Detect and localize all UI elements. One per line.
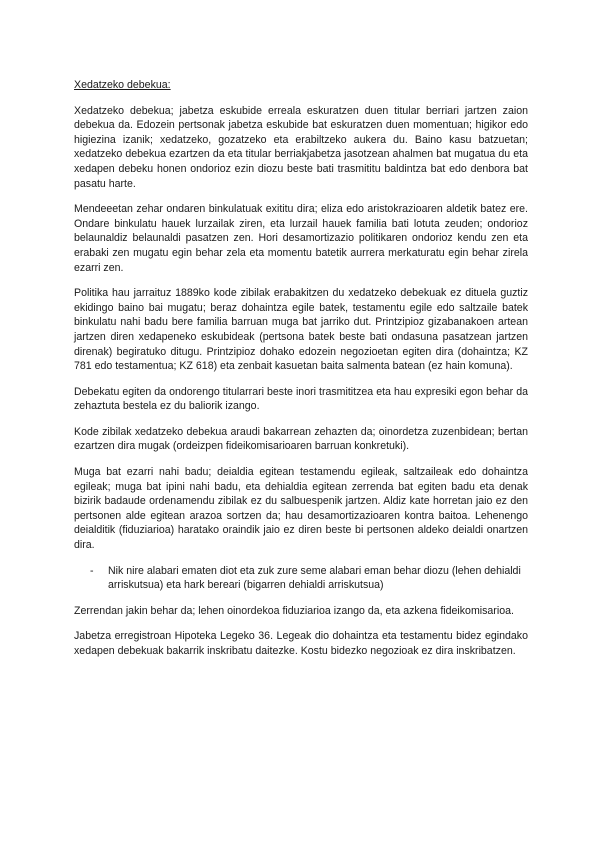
document-page [74,78,528,670]
bullet-list [74,564,528,593]
paragraph-5: Kode zibilak xedatzeko debekua araudi bakarrean zehazten da; oinordetza zuzenbidean; bertan ezartzen dira mugak (ordeizpen fideikomisarioaren barruan konkretuki). [74,425,528,453]
paragraph-3: Politika hau jarraituz 1889ko kode zibilak erabakitzen du xedatzeko debekuak ez dituela guztiz ekidingo baino bai mugatu; beraz dohaintza egile batek, testamentu egile edo saltzaile batek binkulatu nahi badu bere familia barruan muga bat jarriko dut. Printzipioz gizabanakoen artean jartzen diren xedapeneko eskubideak (pertsona batek beste bati ondasuna pasatzean jartzen direnak) begiratuko ditugu. Printzipioz dohako edozein negozioetan egiten dira (dohaintza; KZ 781 edo testamentua; KZ 618) eta zenbait kasuetan baita salmenta batean (ez hain komuna). [74,287,528,373]
paragraph-8: Jabetza erregistroan Hipoteka Legeko 36. Legeak dio dohaintza eta testamentu bidez egindako xedapen debekuak bakarrik inskribatu daitezke. Kostu bidezko negozioak ez dira inskribatzen. [74,630,528,657]
bullet-dash: - [90,564,94,577]
document-title: Xedatzeko debekua: [74,79,171,91]
paragraph-2: Mendeeetan zehar ondaren binkulatuak exititu dira; eliza edo aristokrazioaren aldetik batez ere. Ondare binkulatu hauek lurzailak ziren, eta lurzail hauek familia bati lotuta zeuden; ondorioz belaunaldiz belaunaldi pasatzen zen. Hori desamortizazio politikaren ondorioz kendu zen eta erabaki zen mugatu egin behar zela eta momentu batetik aurrera merkaturatu egin behar zirela ezarri zen. [74,203,528,274]
paragraph-1: Xedatzeko debekua; jabetza eskubide erreala eskuratzen duen titular berriari jartzen zaion debekua da. Edozein pertsonak jabetza eskubide bat eskuratzen duen momentuan; higikor edo higiezina izanik; xedatzeko, gozatzeko eta erabiltzeko aukera du. Baino kasu batzuetan; xedatzeko debekua ezartzen da eta titular berriakjabetza jasotzean ahalmen bat mugatua du eta xedapen debeku honen ondorioz ezin diozu beste bati trasmititu baldintza bat edo denbora bat pasatu harte. [74,104,528,190]
bullet-text: Nik nire alabari ematen diot eta zuk zure seme alabari eman behar diozu (lehen dehialdi arriskutsua) eta hark bereari (bigarren dehialdi arriskutsua) [108,564,521,592]
list-item [74,564,528,593]
paragraph-7: Zerrendan jakin behar da; lehen oinordekoa fiduziarioa izango da, eta azkena fideikomisarioa. [74,604,514,617]
paragraph-6: Muga bat ezarri nahi badu; deialdia egitean testamendu egileak, saltzaileak edo dohaintza egileak; muga bat ipini nahi badu, eta dehialdia egitean zerrenda bat egiten badu eta denak bizirik badaude ordenamendu zibilak ez du salbuespenik jartzen. Aldiz kate horretan jaio ez den pertsonen alde egitean arazoa sortzen da; hau desamortizazioaren kontra baitoa. Lehenengo deialditik (fiduziarioa) haratako oraindik jaio ez diren beste bi pertsonen aldeko deialdi onartzen dira. [74,466,528,552]
paragraph-4: Debekatu egiten da ondorengo titularrari beste inori trasmititzea eta hau expresiki egon behar da zehaztuta bestela ez du baliorik izango. [74,385,528,413]
